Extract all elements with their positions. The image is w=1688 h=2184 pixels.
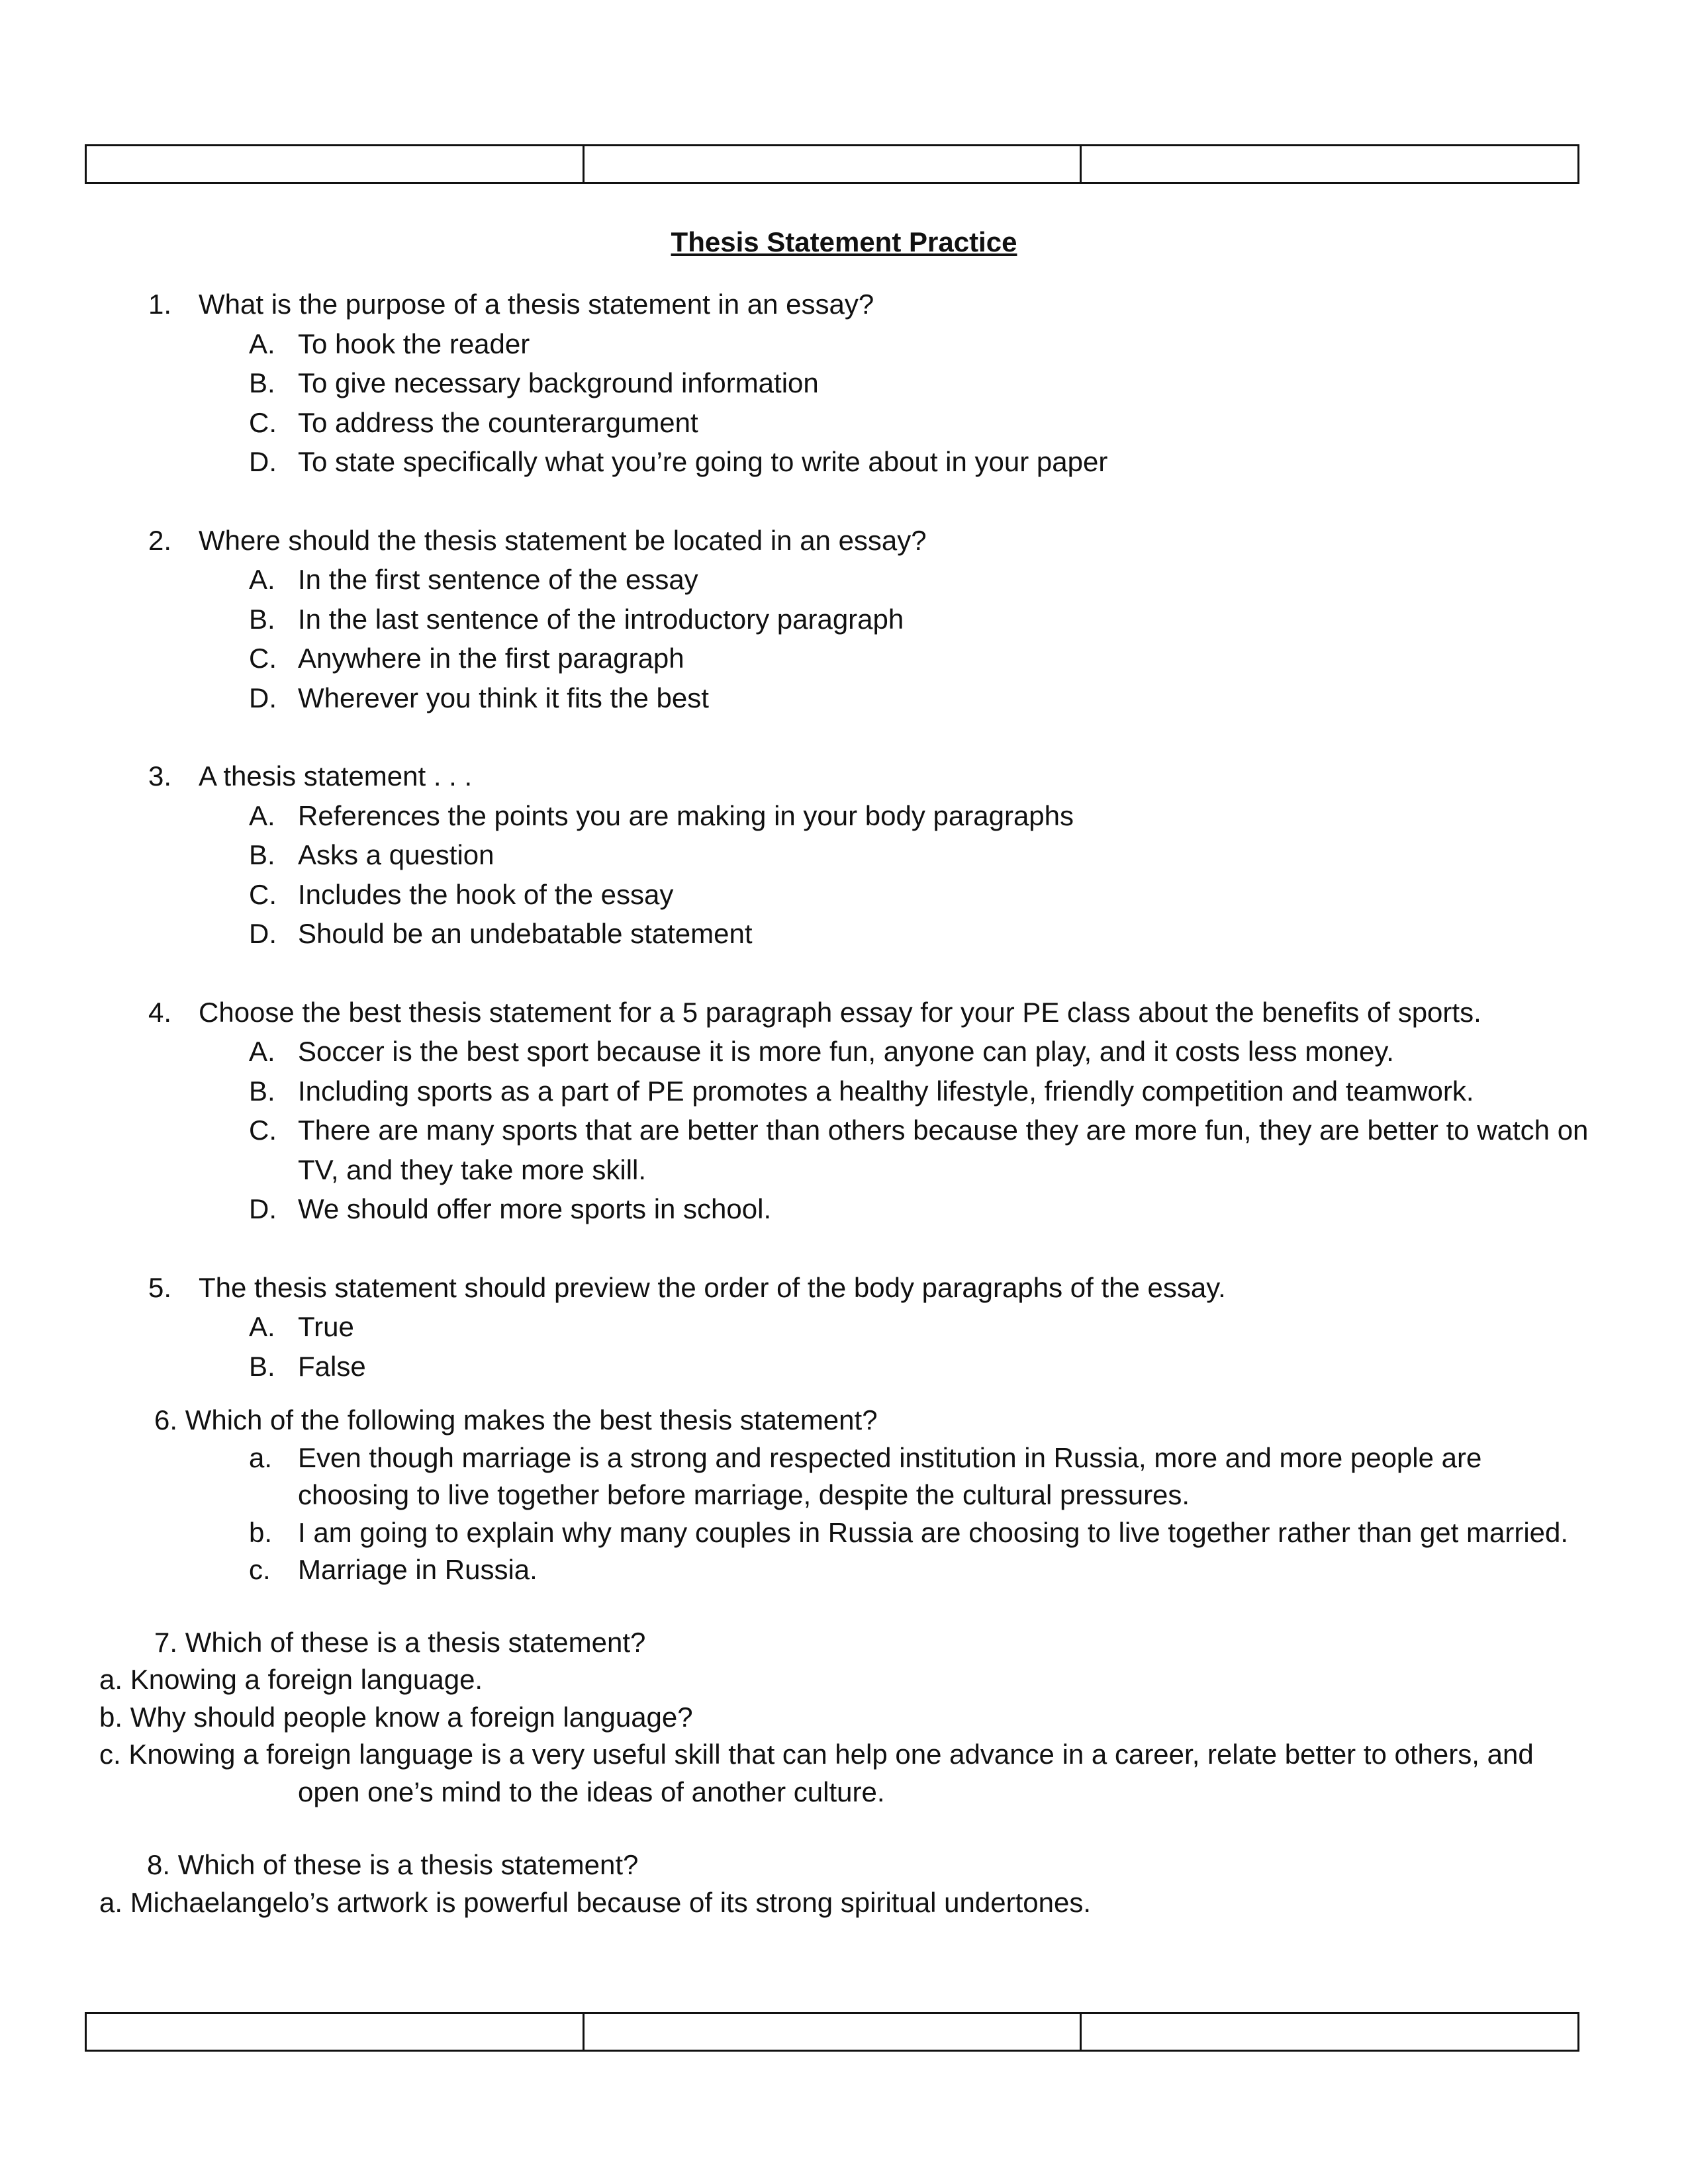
option-text: Anywhere in the first paragraph [298,643,684,674]
option-text: Includes the hook of the essay [298,878,674,910]
question-8 [0,1846,1688,1921]
answer-option[interactable] [0,1514,1688,1552]
option-letter: D. [249,682,277,713]
answer-option[interactable] [0,363,1688,403]
option-text: Soccer is the best sport because it is more fun, anyone can play, and it costs less money. [298,1036,1394,1067]
option-text: Wherever you think it fits the best [298,682,709,713]
option-letter: c. [249,1554,271,1585]
answer-option[interactable] [0,1699,1688,1737]
question-text: Choose the best thesis statement for a 5 paragraph essay for your PE class about the benefits of sports. [199,996,1481,1028]
option-letter: A. [249,328,275,359]
option-letter: b. [249,1516,273,1548]
question-number: 1. [148,289,172,320]
question-4 [0,993,1688,1229]
answer-option[interactable] [0,1661,1688,1699]
option-text: I am going to explain why many couples in Russia are choosing to live together rather than get married. [298,1516,1569,1548]
header-table [85,144,1579,184]
question-text: 6. Which of the following makes the best thesis statement? [154,1404,878,1435]
question-7 [0,1624,1688,1811]
footer-cell-1 [87,2014,583,2050]
footer-table [85,2012,1579,2052]
option-text: a. Knowing a foreign language. [99,1664,483,1695]
question-6 [0,1402,1688,1589]
option-text: We should offer more sports in school. [298,1193,772,1224]
question-2 [0,521,1688,718]
option-letter: B. [249,1350,275,1382]
option-letter: D. [249,446,277,477]
option-text: Should be an undebatable statement [298,918,753,949]
question-text: What is the purpose of a thesis statement in an essay? [199,289,874,320]
option-letter: A. [249,1036,275,1067]
option-letter: A. [249,799,275,831]
option-text: To address the counterargument [298,406,698,438]
answer-option[interactable] [0,639,1688,678]
option-text: To hook the reader [298,328,530,359]
answer-option[interactable] [0,835,1688,875]
option-letter: B. [249,839,275,870]
option-letter: A. [249,1311,275,1342]
question-text: Where should the thesis statement be located in an essay? [199,524,927,556]
answer-option[interactable] [0,1347,1688,1387]
question-number: 3. [148,760,172,792]
option-letter: D. [249,918,277,949]
question-text: 8. Which of these is a thesis statement? [147,1849,639,1880]
answer-option[interactable] [0,1551,1688,1589]
answer-option[interactable] [0,914,1688,954]
option-text: False [298,1350,366,1382]
footer-cell-2 [583,2014,1080,2050]
option-letter: C. [249,643,277,674]
answer-option[interactable] [0,1736,1688,1811]
option-text: Asks a question [298,839,494,870]
option-letter: a. [249,1441,273,1473]
question-number: 4. [148,996,172,1028]
option-text: Including sports as a part of PE promotes a healthy lifestyle, friendly competition and teamwork. [298,1075,1474,1107]
option-text: There are many sports that are better than others because they are more fun, they are better to watch on TV, and they take more skill. [298,1115,1589,1185]
question-1 [0,285,1688,482]
question-text: The thesis statement should preview the order of the body paragraphs of the essay. [199,1271,1226,1303]
question-5 [0,1268,1688,1387]
question-text: 7. Which of these is a thesis statement? [154,1626,646,1658]
answer-option[interactable] [0,403,1688,443]
answer-option[interactable] [0,1111,1688,1189]
answer-option[interactable] [0,1032,1688,1071]
answer-option[interactable] [0,324,1688,364]
question-number: 5. [148,1271,172,1303]
footer-cell-3 [1080,2014,1577,2050]
answer-option[interactable] [0,875,1688,915]
header-cell-1 [87,146,583,182]
answer-option[interactable] [0,796,1688,836]
question-list [0,285,1688,1960]
answer-option[interactable] [0,1884,1688,1922]
question-number: 2. [148,524,172,556]
answer-option[interactable] [0,442,1688,482]
option-text: In the last sentence of the introductory paragraph [298,603,904,635]
answer-option[interactable] [0,1071,1688,1111]
option-text-continuation: open one’s mind to the ideas of another culture. [298,1776,885,1807]
answer-option[interactable] [0,1189,1688,1229]
option-letter: B. [249,367,275,398]
option-text: In the first sentence of the essay [298,564,698,595]
option-text: References the points you are making in your body paragraphs [298,799,1074,831]
header-cell-2 [583,146,1080,182]
answer-option[interactable] [0,560,1688,600]
option-letter: C. [249,1115,277,1146]
header-cell-3 [1080,146,1577,182]
option-letter: B. [249,1075,275,1107]
answer-option[interactable] [0,1307,1688,1347]
question-3 [0,756,1688,954]
option-text: To state specifically what you’re going to write about in your paper [298,446,1108,477]
option-letter: C. [249,406,277,438]
option-text: c. Knowing a foreign language is a very useful skill that can help one advance in a career, relate better to others, and [99,1739,1534,1770]
option-text: Even though marriage is a strong and respected institution in Russia, more and more people are choosing to live together before marriage, despite the cultural pressures. [298,1441,1482,1510]
option-text: To give necessary background information [298,367,819,398]
question-text: A thesis statement . . . [199,760,473,792]
option-letter: A. [249,564,275,595]
answer-option[interactable] [0,1439,1688,1514]
option-letter: D. [249,1193,277,1224]
option-text: b. Why should people know a foreign language? [99,1701,693,1733]
answer-option[interactable] [0,678,1688,718]
option-text: a. Michaelangelo’s artwork is powerful because of its strong spiritual undertones. [99,1886,1092,1918]
option-letter: B. [249,603,275,635]
option-letter: C. [249,878,277,910]
page-title: Thesis Statement Practice [671,226,1017,257]
option-text: True [298,1311,354,1342]
option-text: Marriage in Russia. [298,1554,538,1585]
answer-option[interactable] [0,600,1688,639]
